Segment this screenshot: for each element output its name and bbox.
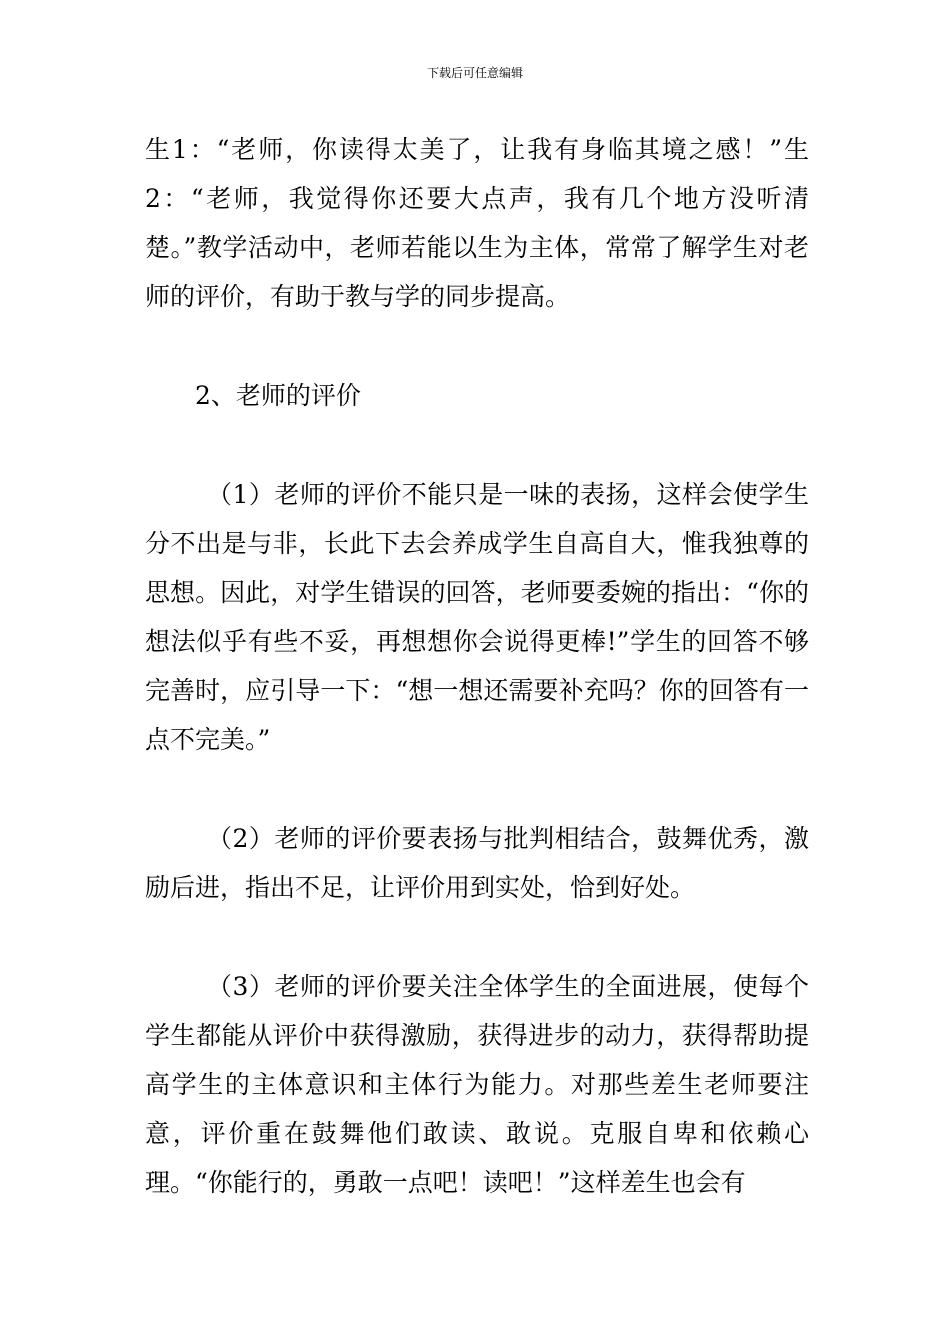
document-body	[145, 125, 809, 1207]
page-header: 下载后可任意编辑	[426, 66, 523, 80]
paragraph-gap	[145, 764, 809, 814]
paragraph-student-feedback: 生1：“老师，你读得太美了，让我有身临其境之感！”生2：“老师，我觉得你还要大点声，我有几个地方没听清楚。”教学活动中，老师若能以生为主体，常常了解学生对老师的评价，有助于教与学的同步提高。	[145, 135, 809, 311]
paragraph-point-1: （1）老师的评价不能只是一味的表扬，这样会使学生分不出是与非，长此下去会养成学生自高自大，惟我独尊的思想。因此，对学生错误的回答，老师要委婉的指出：“你的想法似乎有些不妥，再想想你会说得更棒!”学生的回答不够完善时，应引导一下：“想一想还需要补充吗？你的回答有一点不完美。”	[145, 480, 809, 754]
paragraph-point-2: （2）老师的评价要表扬与批判相结合，鼓舞优秀，激励后进，指出不足，让评价用到实处，恰到好处。	[145, 824, 809, 902]
paragraph-gap	[145, 912, 809, 962]
paragraph-gap	[145, 321, 809, 371]
paragraph-gap	[145, 420, 809, 470]
section-heading-teacher-evaluation: 2、老师的评价	[195, 381, 361, 410]
paragraph-point-3: （3）老师的评价要关注全体学生的全面进展，使每个学生都能从评价中获得激励，获得进步的动力，获得帮助提高学生的主体意识和主体行为能力。对那些差生老师要注意，评价重在鼓舞他们敢读、敢说。克服自卑和依赖心理。“你能行的，勇敢一点吧！读吧！”这样差生也会有	[145, 972, 809, 1197]
